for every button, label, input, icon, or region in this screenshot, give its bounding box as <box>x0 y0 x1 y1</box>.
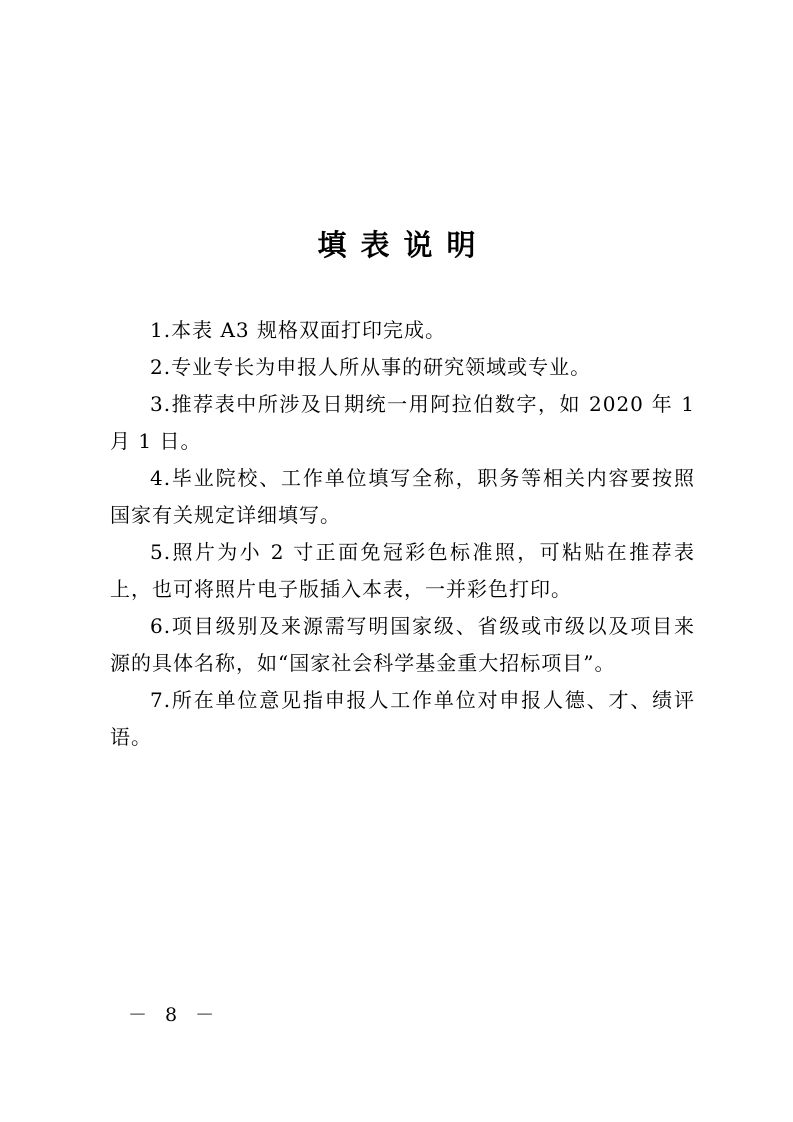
page-title: 填表说明 <box>317 228 490 262</box>
instruction-item-6: 6.项目级别及来源需写明国家级、省级或市级以及项目来源的具体名称，如“国家社会科学基金重大招标项目”。 <box>110 614 695 675</box>
instruction-item-7: 7.所在单位意见指申报人工作单位对申报人德、才、绩评语。 <box>110 688 695 749</box>
instruction-item-1: 1.本表 A3 规格双面打印完成。 <box>150 318 446 342</box>
page-number: － 8 － <box>128 1004 221 1026</box>
instruction-item-4: 4.毕业院校、工作单位填写全称，职务等相关内容要按照国家有关规定详细填写。 <box>110 466 695 527</box>
instruction-item-3: 3.推荐表中所涉及日期统一用阿拉伯数字，如 2020 年 1 月 1 日。 <box>110 392 695 453</box>
instruction-item-5: 5.照片为小 2 寸正面免冠彩色标准照，可粘贴在推荐表上，也可将照片电子版插入本表，一并彩色打印。 <box>110 540 695 601</box>
instructions-list <box>110 312 695 756</box>
instruction-item-2: 2.专业专长为申报人所从事的研究领域或专业。 <box>150 355 592 379</box>
